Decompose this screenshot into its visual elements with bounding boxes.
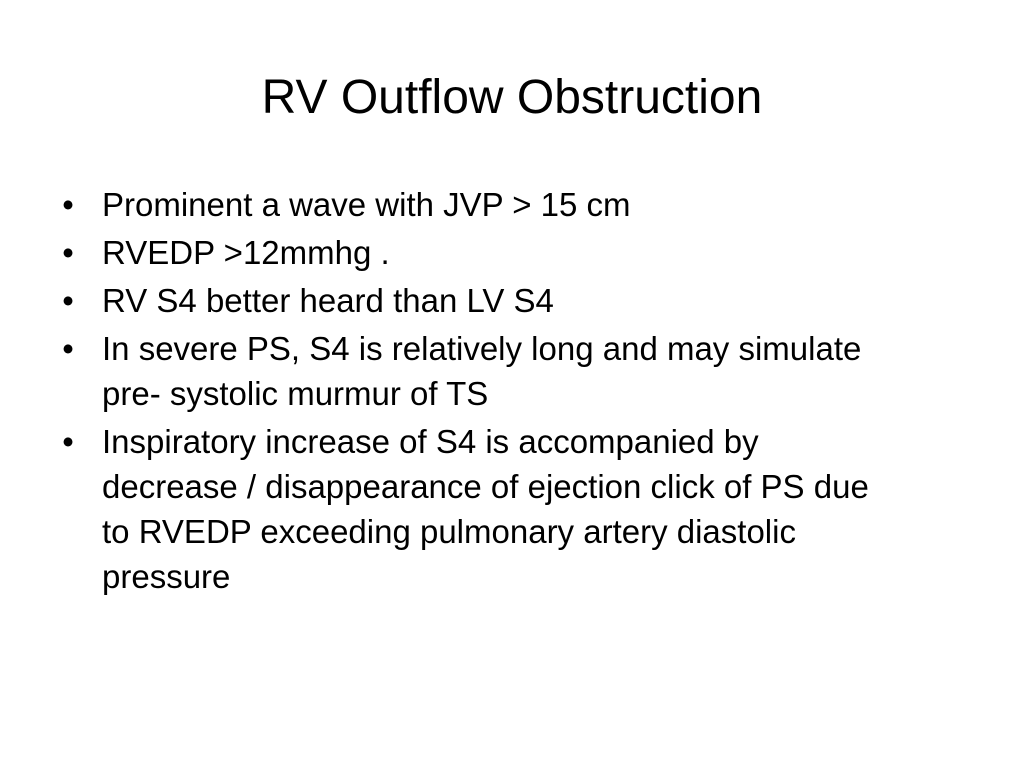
- bullet-text: In severe PS, S4 is relatively long and may simulate pre- systolic murmur of TS: [102, 330, 862, 412]
- bullet-icon: •: [62, 234, 74, 271]
- bullet-icon: •: [62, 282, 74, 319]
- bullet-text: Inspiratory increase of S4 is accompanied by decrease / disappearance of ejection click of PS due to RVEDP exceeding pulmonary artery diastolic pressure: [102, 423, 869, 595]
- bullet-icon: •: [62, 423, 74, 460]
- bullet-item: [58, 182, 958, 227]
- bullet-icon: •: [62, 186, 74, 223]
- bullet-list: [58, 182, 958, 602]
- bullet-text: RVEDP >12mmhg .: [102, 234, 390, 271]
- bullet-item: [58, 278, 958, 323]
- bullet-icon: •: [62, 330, 74, 367]
- bullet-item: [58, 419, 958, 599]
- bullet-item: [58, 326, 958, 416]
- bullet-item: [58, 230, 958, 275]
- bullet-text: RV S4 better heard than LV S4: [102, 282, 554, 319]
- slide-title: RV Outflow Obstruction: [261, 71, 763, 124]
- bullet-text: Prominent a wave with JVP > 15 cm: [102, 186, 631, 223]
